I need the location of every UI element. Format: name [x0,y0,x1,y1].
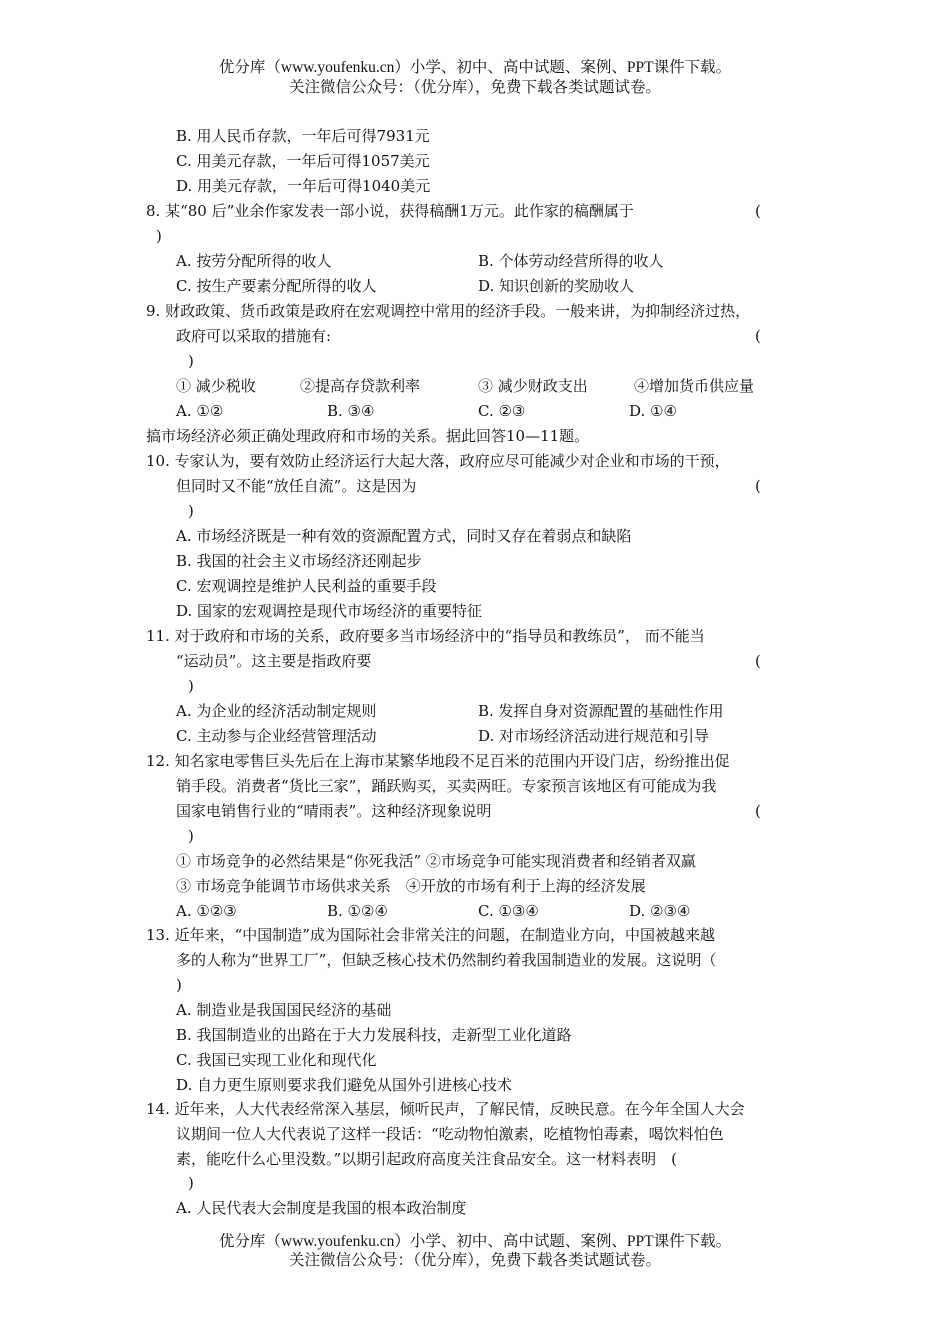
q13-option-c: C. 我国已实现工业化和现代化 [176,1051,377,1069]
q8-option-c: C. 按生产要素分配所得的收人 [176,277,377,295]
q11-stem-line2: “运动员”。这主要是指政府要 [176,652,372,670]
q10-stem-line1: 10. 专家认为，要有效防止经济运行大起大落，政府应尽可能减少对企业和市场的干预， [146,452,730,470]
q14-stem-line3: 素，能吃什么心里没数。”以期引起政府高度关注食品安全。这一材料表明 ( [176,1150,678,1168]
q9-item-3: ③ 减少财政支出 [478,377,588,395]
q12-option-b: B. ①②④ [327,902,388,920]
q8-option-d: D. 知识创新的奖励收人 [478,277,635,295]
q7-option-d: D. 用美元存款，一年后可得1040美元 [176,177,431,195]
q14-answer-paren-close: ) [188,1174,194,1192]
q9-option-c: C. ②③ [478,402,526,420]
footer-watermark-line1: 优分库（www.youfenku.cn）小学、初中、高中试题、案例、PPT课件下载。 [218,1233,732,1250]
q13-stem-line2: 多的人称为“世界工厂”，但缺乏核心技术仍然制约着我国制造业的发展。这说明（ [176,951,717,969]
q12-stem-line1: 12. 知名家电零售巨头先后在上海市某繁华地段不足百米的范围内开设门店，纷纷推出促 [146,752,730,770]
q9-answer-paren-open: ( [755,327,761,345]
q14-stem-line2: 议期间一位人大代表说了这样一段话：“吃动物怕激素，吃植物怕毒素，喝饮料怕色 [176,1125,724,1143]
q9-stem-line1: 9. 财政政策、货币政策是政府在宏观调控中常用的经济手段。一般来讲，为抑制经济过热， [146,302,751,320]
header-watermark-line1: 优分库（www.youfenku.cn）小学、初中、高中试题、案例、PPT课件下载。 [218,59,732,76]
q11-answer-paren-close: ) [188,677,194,695]
q11-option-a: A. 为企业的经济活动制定规则 [176,702,377,720]
q12-answer-paren-close: ) [188,827,194,845]
q14-option-a: A. 人民代表大会制度是我国的根本政治制度 [176,1199,467,1217]
q12-items-3-4: ③ 市场竞争能调节市场供求关系 ④开放的市场有利于上海的经济发展 [176,877,646,895]
q10-stem-line2: 但同时又不能“放任自流”。这是因为 [176,477,417,495]
q13-option-a: A. 制造业是我国国民经济的基础 [176,1001,392,1019]
q9-answer-paren-close: ) [188,352,194,370]
q8-option-b: B. 个体劳动经营所得的收人 [478,252,664,270]
q9-item-4: ④增加货币供应量 [634,377,755,395]
q8-option-a: A. 按劳分配所得的收人 [176,252,332,270]
q10-answer-paren-open: ( [755,477,761,495]
q10-11-intro: 搞市场经济必须正确处理政府和市场的关系。据此回答10—11题。 [146,427,590,445]
q11-answer-paren-open: ( [755,652,761,670]
q9-option-a: A. ①② [176,402,224,420]
q13-option-b: B. 我国制造业的出路在于大力发展科技，走新型工业化道路 [176,1026,572,1044]
q12-option-d: D. ②③④ [629,902,691,920]
q13-option-d: D. 自力更生原则要求我们避免从国外引进核心技术 [176,1076,513,1094]
q10-option-c: C. 宏观调控是维护人民利益的重要手段 [176,577,437,595]
q10-option-d: D. 国家的宏观调控是现代市场经济的重要特征 [176,602,483,620]
q7-option-c: C. 用美元存款，一年后可得1057美元 [176,152,430,170]
q12-option-c: C. ①③④ [478,902,539,920]
q14-stem-line1: 14. 近年来，人大代表经常深入基层，倾听民声，了解民情，反映民意。在今年全国人大会 [146,1100,745,1118]
q10-option-b: B. 我国的社会主义市场经济还刚起步 [176,552,422,570]
q11-option-d: D. 对市场经济活动进行规范和引导 [478,727,710,745]
q9-option-d: D. ①④ [629,402,677,420]
q9-item-2: ②提高存贷款利率 [300,377,421,395]
q13-answer-paren-close: ) [176,976,182,994]
q9-item-1: ① 减少税收 [176,377,256,395]
q8-answer-paren-close: ) [156,227,162,245]
q10-answer-paren-close: ) [188,502,194,520]
q12-items-1-2: ① 市场竞争的必然结果是“你死我活” ②市场竞争可能实现消费者和经销者双赢 [176,852,696,870]
q10-option-a: A. 市场经济既是一种有效的资源配置方式，同时又存在着弱点和缺陷 [176,527,632,545]
q7-option-b: B. 用人民币存款，一年后可得7931元 [176,127,430,145]
q8-stem: 8. 某“80 后”业余作家发表一部小说，获得稿酬1万元。此作家的稿酬属于 [146,202,634,220]
q12-stem-line2: 销手段。消费者“货比三家”，踊跃购买，买卖两旺。专家预言该地区有可能成为我 [176,777,717,795]
header-watermark-line2: 关注微信公众号：（优分库），免费下载各类试题试卷。 [288,79,661,96]
q11-stem-line1: 11. 对于政府和市场的关系，政府要多当市场经济中的“指导员和教练员”， 而不能当 [146,627,705,645]
q9-option-b: B. ③④ [327,402,375,420]
q8-answer-paren-open: ( [755,202,761,220]
q12-option-a: A. ①②③ [176,902,237,920]
q13-stem-line1: 13. 近年来，“中国制造”成为国际社会非常关注的问题，在制造业方向，中国被越来越 [146,926,715,944]
q11-option-c: C. 主动参与企业经营管理活动 [176,727,377,745]
q12-stem-line3: 国家电销售行业的“晴雨表”。这种经济现象说明 [176,802,492,820]
footer-watermark-line2: 关注微信公众号：（优分库），免费下载各类试题试卷。 [288,1252,661,1269]
q12-answer-paren-open: ( [755,802,761,820]
q9-stem-line2: 政府可以采取的措施有: [176,327,332,345]
q11-option-b: B. 发挥自身对资源配置的基础性作用 [478,702,724,720]
